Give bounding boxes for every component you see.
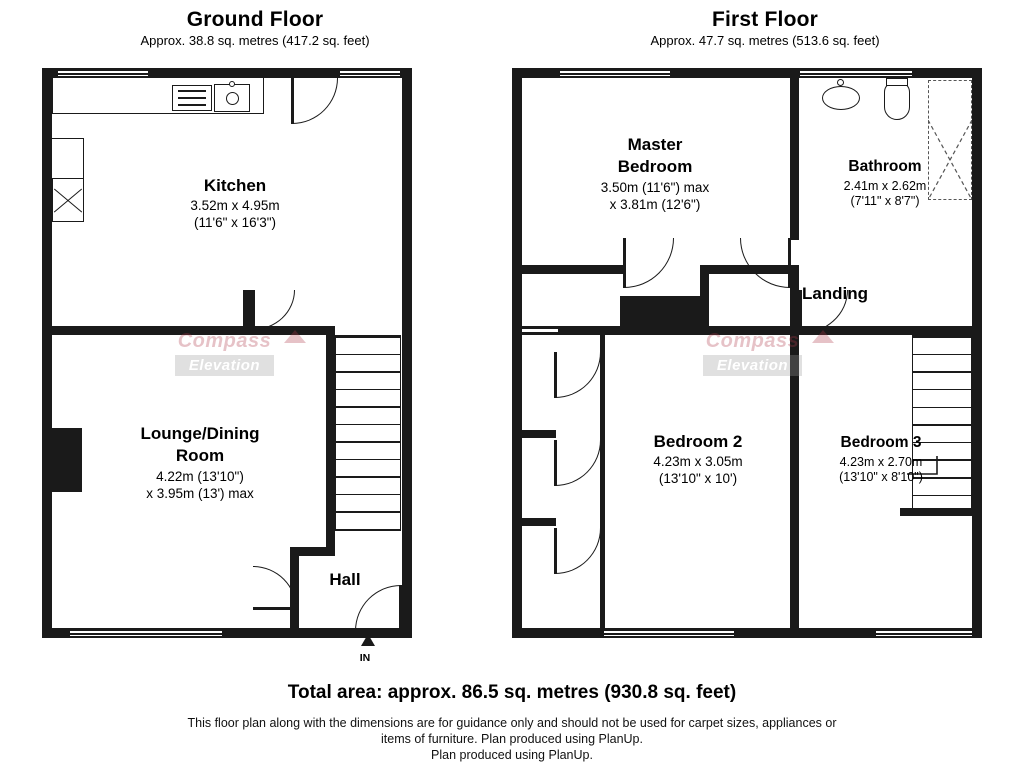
stair-step [913,495,971,497]
gf-chimney-breast [52,428,82,492]
stair-step [913,371,971,373]
ff-door-leaf-master [623,238,626,288]
bathroom-dim-2: (7'11" x 8'7") [850,194,920,209]
gf-kitchen-hob-line-1 [178,90,206,92]
kitchen-dim-2: (11'6" x 16'3") [193,215,277,231]
ff-closet-wall-2 [522,518,556,526]
ff-staircase[interactable] [912,335,972,515]
ff-stair-bulkhead [900,508,972,516]
ff-window-mullion-3 [604,633,734,635]
ff-window-mullion-2 [800,73,912,75]
stair-step [336,511,400,513]
stair-step [336,424,400,426]
lounge-name-1: Lounge/Dining [140,424,260,443]
bedroom2-dim-1: 4.23m x 3.05m [653,454,743,470]
total-area-text: Total area: approx. 86.5 sq. metres (930.8 sq. feet) [287,682,737,703]
ground-floor-title: Ground Floor [186,8,324,31]
room-label-bedroom3 [792,434,970,486]
landing-name: Landing [801,284,869,303]
ff-window-mullion-1 [560,73,670,75]
gf-door-leaf-front [399,585,402,631]
bathroom-name: Bathroom [848,158,922,175]
ff-door-arc-master [624,238,674,288]
ground-floor-area: Approx. 38.8 sq. metres (417.2 sq. feet) [140,33,370,48]
room-label-hall [300,570,390,592]
lounge-dim-2: x 3.95m (13') max [146,485,254,501]
stair-step [336,494,400,496]
ff-closet-door-leaf-3 [554,528,557,574]
stair-step [913,336,971,338]
bedroom3-dim-2: (13'10" x 8'10") [839,470,923,485]
ff-wall-right [972,68,982,638]
ff-closet-wall-1 [522,430,556,438]
ff-wall-bed2-bed3 [790,335,799,638]
room-label-bedroom2 [608,432,788,488]
entrance-arrow-icon [361,634,375,646]
lounge-name-2: Room [175,446,225,466]
gf-wall-kitchen-nib [243,290,252,330]
hall-name: Hall [329,570,361,589]
gf-wall-left [42,68,52,638]
stair-step [336,406,400,408]
master-name-2: Bedroom [617,157,693,177]
first-floor-area: Approx. 47.7 sq. metres (513.6 sq. feet) [650,33,880,48]
gf-kitchen-hob-line-2 [178,97,206,99]
ff-opening-bed2 [522,328,558,333]
gf-door-leaf-back [291,78,294,124]
ff-wall-landing-bedrooms [512,326,982,335]
ff-wall-master-bottom-left [512,265,624,274]
ff-wall-left [512,68,522,638]
room-label-lounge [85,424,315,503]
ff-wall-master-landing-vert [700,265,709,327]
room-label-kitchen [120,176,350,232]
gf-kitchen-sink-bowl [226,92,239,105]
master-dim-1: 3.50m (11'6") max [600,179,710,195]
disclaimer-line-3: Plan produced using PlanUp. [431,748,593,762]
stair-step [336,441,400,443]
bedroom3-name: Bedroom 3 [840,434,922,451]
kitchen-dim-1: 3.52m x 4.95m [190,198,280,214]
stair-step [913,354,971,356]
watermark-bottom-text: Elevation [175,355,274,376]
gf-staircase[interactable] [335,335,401,531]
watermark-first [665,330,840,376]
ff-stairwell-opening [620,296,700,326]
gf-wall-hall-partition [326,326,335,556]
gf-kitchen-tap [229,81,235,87]
bedroom2-dim-2: (13'10" x 10') [658,471,738,487]
stair-step [336,459,400,461]
watermark-top-text: Compass [705,330,800,352]
stair-step [336,529,400,531]
ff-closet-door-arc-2 [555,440,601,486]
room-label-bathroom [790,158,980,210]
ff-bathroom-basin [822,86,860,110]
ff-door-leaf-bathroom [788,238,791,288]
ff-bathroom-wc [884,82,910,120]
lounge-dim-1: 4.22m (13'10") [156,468,244,484]
ff-closet-door-leaf-2 [554,440,557,486]
first-floor-title: First Floor [711,8,819,31]
gf-kitchen-hob-line-3 [178,104,206,106]
gf-window-mullion-1 [58,73,148,75]
ff-door-arc-bathroom [740,238,790,288]
entrance-label: IN [359,652,371,664]
room-label-master-bedroom [540,135,770,214]
bathroom-dim-1: 2.41m x 2.62m [843,178,927,193]
disclaimer-line-2: items of furniture. Plan produced using PlanUp. [381,732,643,746]
ff-bathroom-cistern [886,78,908,86]
master-name-1: Master [627,135,683,154]
gf-window-mullion-2 [340,73,400,75]
gf-door-arc-kitchen [253,290,295,330]
ff-closet-door-arc-1 [555,352,601,398]
master-dim-2: x 3.81m (12'6") [609,196,701,212]
gf-kitchen-appliance [52,178,84,222]
gf-door-arc-back [292,78,338,124]
ff-wall-master-bathroom [790,68,799,240]
stair-step [336,476,400,478]
gf-wall-kitchen-lounge [42,326,332,335]
gf-door-leaf-kitchen [252,290,255,330]
watermark-top-text: Compass [177,330,272,352]
ff-bathroom-basin-tap [837,79,844,86]
stair-step [913,389,971,391]
room-label-landing [750,284,920,306]
stair-step [336,389,400,391]
bedroom3-dim-1: 4.23m x 2.70m [839,454,923,469]
stair-step [336,354,400,356]
bedroom2-name: Bedroom 2 [653,432,743,451]
disclaimer-line-1: This floor plan along with the dimensions are for guidance only and should not be used for carpet sizes, appliances or [187,716,837,730]
stair-step [336,371,400,373]
gf-wall-right [402,68,412,638]
stair-step [336,336,400,338]
gf-wall-top-nib [268,68,292,78]
stair-step [913,424,971,426]
stair-step [913,407,971,409]
gf-window-mullion-3 [70,633,222,635]
gf-door-leaf-lounge [253,607,297,610]
ff-wall-bed2-closet [600,335,605,638]
watermark-ground [137,330,312,376]
ff-closet-door-leaf-1 [554,352,557,398]
kitchen-name: Kitchen [203,176,267,195]
ff-window-mullion-4 [876,633,972,635]
watermark-bottom-text: Elevation [703,355,802,376]
ff-closet-door-arc-3 [555,528,601,574]
